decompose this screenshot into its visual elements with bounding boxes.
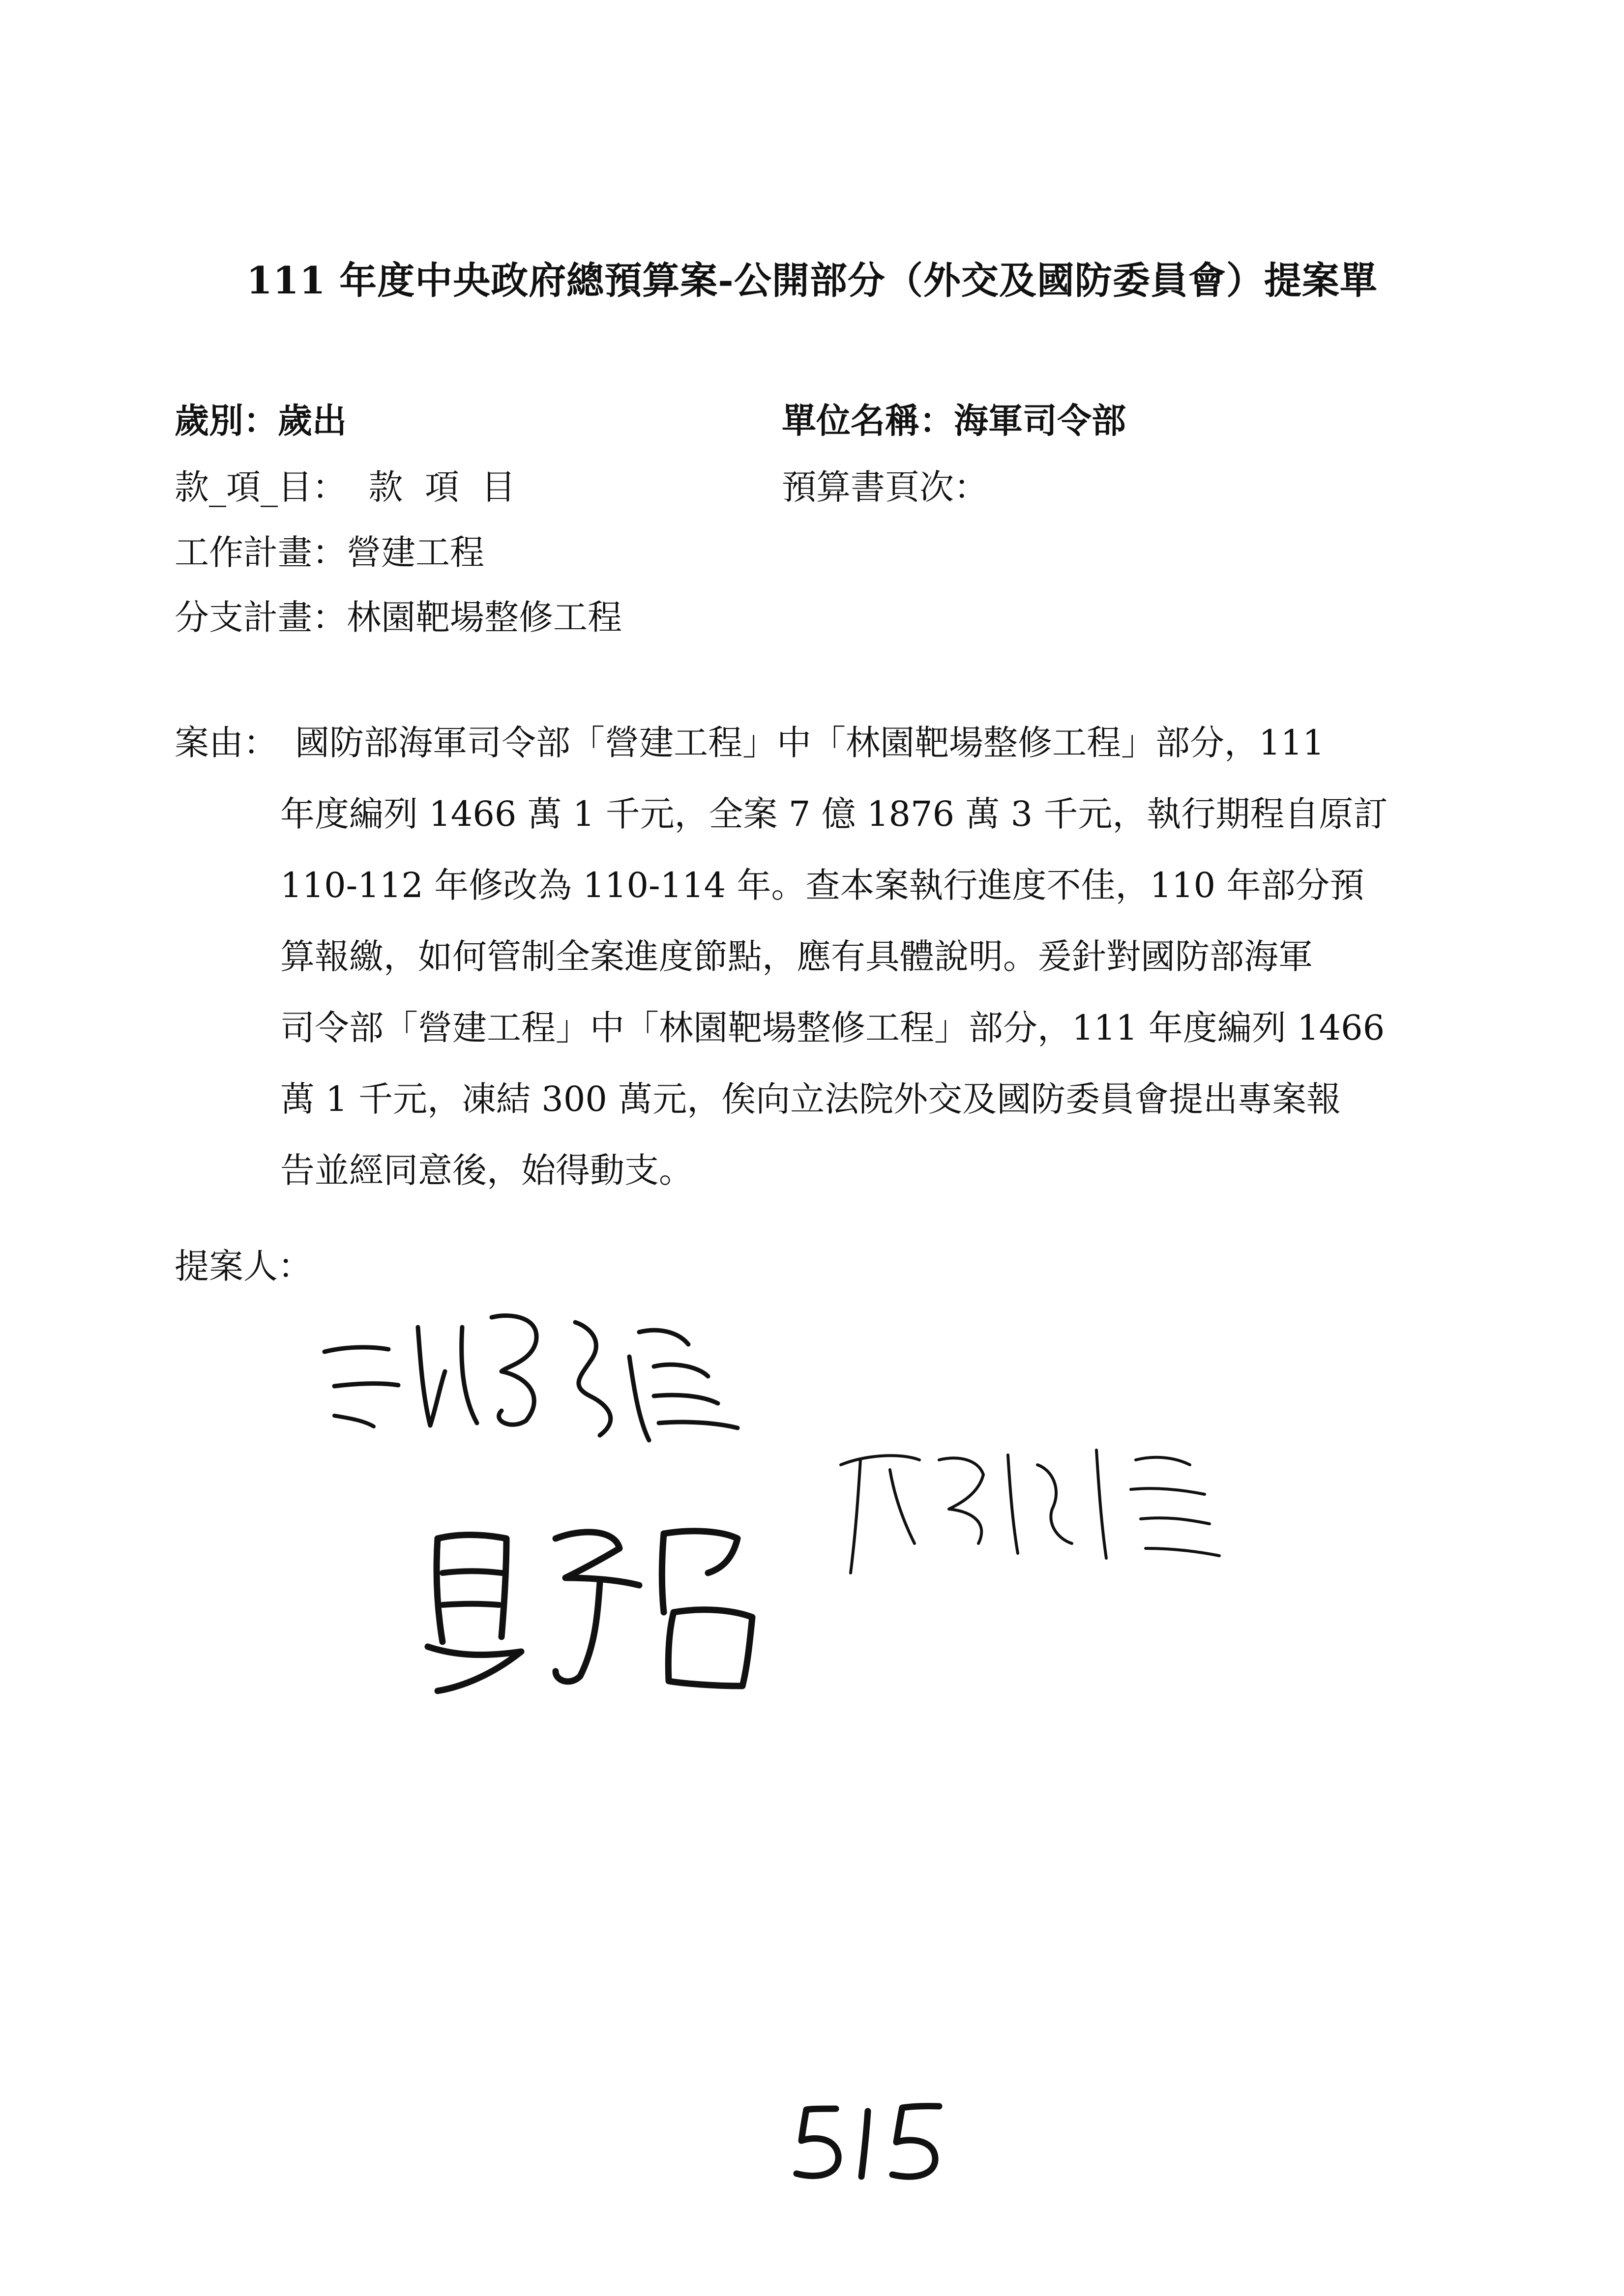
work-plan-field: 工作計畫：營建工程 <box>175 532 484 573</box>
signature-2 <box>408 1499 792 1706</box>
document-title: 111 年度中央政府總預算案-公開部分（外交及國防委員會）提案單 <box>246 259 1378 302</box>
unit-name-field: 單位名稱：海軍司令部 <box>782 400 1126 441</box>
budget-page-field: 預算書頁次： <box>782 467 988 507</box>
reason-line: 司令部「營建工程」中「林園靶場整修工程」部分，111 年度編列 1466 <box>280 1008 1385 1048</box>
reason-line: 年度編列 1466 萬 1 千元，全案 7 億 1876 萬 3 千元，執行期程自原訂 <box>280 794 1388 834</box>
item-field: 款_項_目： 款 項 目 <box>175 467 516 507</box>
page-number <box>777 2089 983 2187</box>
reason-line: 算報繳，如何管制全案進度節點，應有具體說明。爰針對國防部海軍 <box>280 936 1313 977</box>
reason-line: 告並經同意後，始得動支。 <box>280 1150 693 1191</box>
reason-line: 國防部海軍司令部「營建工程」中「林園靶場整修工程」部分，111 <box>295 723 1325 763</box>
reason-line: 萬 1 千元，凍結 300 萬元，俟向立法院外交及國防委員會提出專案報 <box>280 1079 1341 1119</box>
proposer-label: 提案人： <box>175 1246 312 1286</box>
branch-plan-field: 分支計畫：林園靶場整修工程 <box>175 597 622 638</box>
reason-label: 案由： <box>175 723 278 763</box>
signature-1 <box>315 1298 757 1475</box>
reason-line: 110-112 年修改為 110-114 年。查本案執行進度不佳，110 年部分預 <box>280 865 1364 905</box>
signature-3 <box>831 1425 1234 1583</box>
budget-type-field: 歲別：歲出 <box>175 400 347 441</box>
